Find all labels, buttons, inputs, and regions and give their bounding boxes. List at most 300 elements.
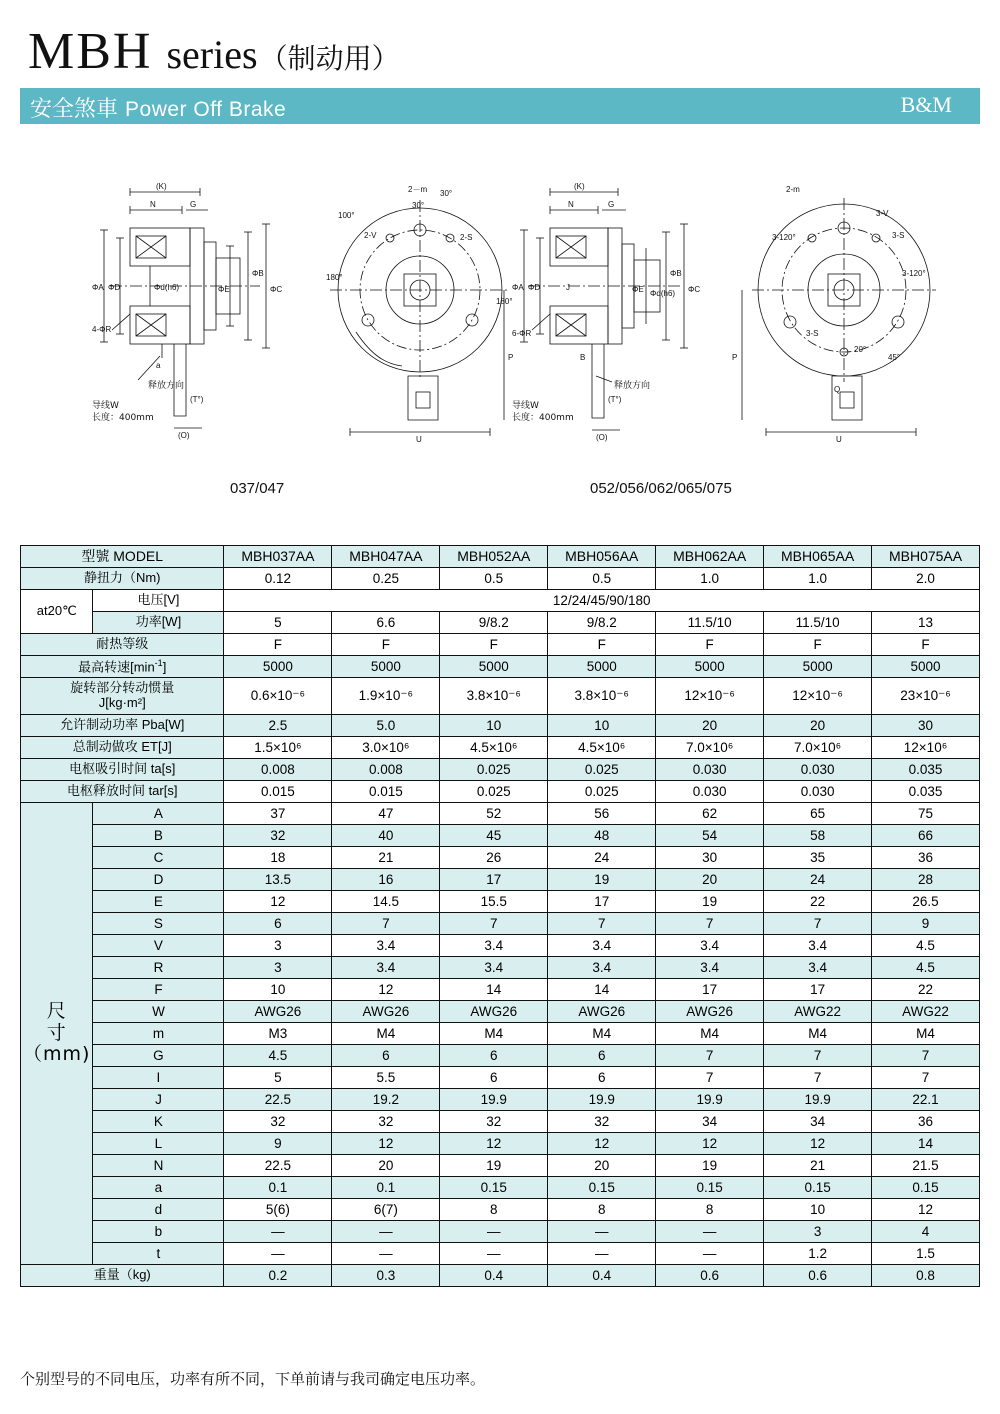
dim-key: C bbox=[93, 847, 224, 869]
cell: 0.6×10⁻⁶ bbox=[224, 678, 332, 715]
cell: 11.5/10 bbox=[656, 612, 764, 634]
svg-text:导线W: 导线W bbox=[92, 401, 119, 411]
cell: 18 bbox=[224, 847, 332, 869]
table-row-dim-E bbox=[21, 891, 980, 913]
cell: 0.6 bbox=[656, 1265, 764, 1287]
table-row-dim-F bbox=[21, 979, 980, 1001]
cell: 9 bbox=[224, 1133, 332, 1155]
header-bar bbox=[20, 88, 980, 124]
header-model-label: 型號 MODEL bbox=[21, 546, 224, 568]
cell: 22 bbox=[764, 891, 872, 913]
cell: 0.025 bbox=[548, 781, 656, 803]
row-label-weight: 重量（kg) bbox=[21, 1265, 224, 1287]
cell: 0.025 bbox=[440, 781, 548, 803]
cell: 17 bbox=[548, 891, 656, 913]
cell: 30 bbox=[656, 847, 764, 869]
cell: 0.4 bbox=[548, 1265, 656, 1287]
svg-text:30°: 30° bbox=[440, 189, 453, 198]
cell: 21.5 bbox=[872, 1155, 980, 1177]
title-chinese: （制动用） bbox=[259, 42, 400, 75]
svg-text:180°: 180° bbox=[326, 273, 343, 282]
cell: 16 bbox=[332, 869, 440, 891]
table-row-dim-A bbox=[21, 803, 980, 825]
svg-text:(K): (K) bbox=[156, 182, 167, 191]
dim-key: E bbox=[93, 891, 224, 913]
svg-text:长度：400mm: 长度：400mm bbox=[92, 413, 154, 423]
row-label-at20: at20℃ bbox=[21, 590, 93, 634]
svg-text:20°: 20° bbox=[854, 345, 867, 354]
row-label-pba: 允许制动功率 Pba[W] bbox=[21, 715, 224, 737]
cell: 4.5×10⁶ bbox=[440, 737, 548, 759]
svg-text:J: J bbox=[566, 283, 570, 292]
cell: 10 bbox=[764, 1199, 872, 1221]
cell: 5 bbox=[224, 1067, 332, 1089]
cell: 3.4 bbox=[764, 935, 872, 957]
cell: 8 bbox=[548, 1199, 656, 1221]
svg-text:导线W: 导线W bbox=[512, 401, 539, 411]
cell: 1.0 bbox=[764, 568, 872, 590]
cell: — bbox=[440, 1221, 548, 1243]
cell: 0.035 bbox=[872, 759, 980, 781]
cell: 4.5 bbox=[224, 1045, 332, 1067]
cell: 3.4 bbox=[548, 935, 656, 957]
svg-text:180°: 180° bbox=[496, 297, 513, 306]
cell: 6 bbox=[548, 1067, 656, 1089]
title-model: MBH bbox=[28, 23, 153, 80]
cell: 17 bbox=[764, 979, 872, 1001]
cell: F bbox=[332, 634, 440, 656]
cell: M4 bbox=[872, 1023, 980, 1045]
cell: M4 bbox=[656, 1023, 764, 1045]
svg-text:ΦE: ΦE bbox=[218, 285, 230, 294]
svg-text:ΦB: ΦB bbox=[670, 269, 682, 278]
svg-text:100°: 100° bbox=[338, 211, 355, 220]
row-label-et: 总制动做攻 ET[J] bbox=[21, 737, 224, 759]
cell: 7 bbox=[440, 913, 548, 935]
cell: AWG26 bbox=[224, 1001, 332, 1023]
cell: 17 bbox=[656, 979, 764, 1001]
cell: 2.5 bbox=[224, 715, 332, 737]
table-row-static-torque bbox=[21, 568, 980, 590]
row-label-voltage: 电压[V] bbox=[93, 590, 224, 612]
cell: 12 bbox=[332, 979, 440, 1001]
cell: 45 bbox=[440, 825, 548, 847]
cell: 12 bbox=[764, 1133, 872, 1155]
svg-text:Φd(h6): Φd(h6) bbox=[650, 289, 676, 298]
dim-key: S bbox=[93, 913, 224, 935]
svg-text:释放方向: 释放方向 bbox=[148, 381, 185, 391]
cell: 7 bbox=[656, 1067, 764, 1089]
cell: 54 bbox=[656, 825, 764, 847]
header-bar-en: Power Off Brake bbox=[125, 98, 287, 121]
row-label-heat-class: 耐热等级 bbox=[21, 634, 224, 656]
cell: 75 bbox=[872, 803, 980, 825]
svg-text:N: N bbox=[150, 200, 156, 209]
cell: — bbox=[224, 1221, 332, 1243]
cell: 32 bbox=[224, 1111, 332, 1133]
cell: 0.2 bbox=[224, 1265, 332, 1287]
svg-text:B: B bbox=[580, 353, 586, 362]
row-label-power: 功率[W] bbox=[93, 612, 224, 634]
cell: 34 bbox=[764, 1111, 872, 1133]
cell: 7 bbox=[872, 1045, 980, 1067]
cell: F bbox=[764, 634, 872, 656]
cell: 6.6 bbox=[332, 612, 440, 634]
model-col-1: MBH047AA bbox=[332, 546, 440, 568]
cell: 6 bbox=[224, 913, 332, 935]
cell: 3.4 bbox=[332, 957, 440, 979]
table-row-dim-K bbox=[21, 1111, 980, 1133]
dim-key: d bbox=[93, 1199, 224, 1221]
cell: 0.12 bbox=[224, 568, 332, 590]
cell: 40 bbox=[332, 825, 440, 847]
cell: 3.4 bbox=[548, 957, 656, 979]
cell: 3 bbox=[224, 935, 332, 957]
table-row-voltage bbox=[21, 590, 980, 612]
table-row-tar bbox=[21, 781, 980, 803]
table-row-dim-N bbox=[21, 1155, 980, 1177]
model-col-3: MBH056AA bbox=[548, 546, 656, 568]
cell: 10 bbox=[440, 715, 548, 737]
cell: 22.5 bbox=[224, 1155, 332, 1177]
table-row-dim-R bbox=[21, 957, 980, 979]
dim-key: R bbox=[93, 957, 224, 979]
svg-text:3-S: 3-S bbox=[806, 329, 819, 338]
svg-text:3-120°: 3-120° bbox=[772, 233, 796, 242]
row-label-tar: 电枢释放时间 tar[s] bbox=[21, 781, 224, 803]
table-row-dim-W bbox=[21, 1001, 980, 1023]
cell: 3.0×10⁶ bbox=[332, 737, 440, 759]
table-row-dim-I bbox=[21, 1067, 980, 1089]
svg-text:(O): (O) bbox=[596, 433, 608, 442]
cell: 28 bbox=[872, 869, 980, 891]
cell: F bbox=[440, 634, 548, 656]
cell: 0.030 bbox=[656, 759, 764, 781]
cell: 20 bbox=[332, 1155, 440, 1177]
cell: M4 bbox=[764, 1023, 872, 1045]
svg-text:ΦD: ΦD bbox=[108, 283, 121, 292]
dim-key: a bbox=[93, 1177, 224, 1199]
cell: 0.15 bbox=[548, 1177, 656, 1199]
cell: 19 bbox=[656, 891, 764, 913]
cell: F bbox=[224, 634, 332, 656]
cell: 0.6 bbox=[764, 1265, 872, 1287]
table-row-max-speed bbox=[21, 656, 980, 678]
cell: 66 bbox=[872, 825, 980, 847]
cell: 32 bbox=[548, 1111, 656, 1133]
cell: 4.5 bbox=[872, 935, 980, 957]
cell: 5000 bbox=[440, 656, 548, 678]
dim-key: D bbox=[93, 869, 224, 891]
svg-text:ΦC: ΦC bbox=[270, 285, 283, 294]
cell: 7 bbox=[332, 913, 440, 935]
cell: 10 bbox=[548, 715, 656, 737]
cell: 12 bbox=[224, 891, 332, 913]
cell: 7 bbox=[764, 1067, 872, 1089]
dim-key: K bbox=[93, 1111, 224, 1133]
svg-text:Q: Q bbox=[834, 385, 841, 394]
cell: 0.025 bbox=[440, 759, 548, 781]
cell: 8 bbox=[656, 1199, 764, 1221]
cell: 5000 bbox=[224, 656, 332, 678]
cell: 12 bbox=[548, 1133, 656, 1155]
table-row-pba bbox=[21, 715, 980, 737]
cell: 26.5 bbox=[872, 891, 980, 913]
cell: 5.5 bbox=[332, 1067, 440, 1089]
svg-text:30°: 30° bbox=[412, 201, 425, 210]
cell: 7 bbox=[764, 913, 872, 935]
cell: 7 bbox=[656, 913, 764, 935]
cell: M3 bbox=[224, 1023, 332, 1045]
cell: 3.4 bbox=[764, 957, 872, 979]
table-row-dim-C bbox=[21, 847, 980, 869]
cell: 7.0×10⁶ bbox=[764, 737, 872, 759]
row-label-max-speed: 最高转速$[\min^{-1}]$ bbox=[21, 656, 224, 678]
cell: 32 bbox=[332, 1111, 440, 1133]
cell: 1.0 bbox=[656, 568, 764, 590]
cell: 30 bbox=[872, 715, 980, 737]
cell: 7 bbox=[656, 1045, 764, 1067]
svg-text:N: N bbox=[568, 200, 574, 209]
model-col-4: MBH062AA bbox=[656, 546, 764, 568]
table-row-dim-b bbox=[21, 1221, 980, 1243]
cell: F bbox=[872, 634, 980, 656]
cell: 12 bbox=[872, 1199, 980, 1221]
cell: 0.5 bbox=[440, 568, 548, 590]
cell: 19.9 bbox=[548, 1089, 656, 1111]
cell: 0.8 bbox=[872, 1265, 980, 1287]
page-title bbox=[28, 22, 400, 81]
svg-text:释放方向: 释放方向 bbox=[614, 381, 651, 391]
dim-key: t bbox=[93, 1243, 224, 1265]
cell: 21 bbox=[332, 847, 440, 869]
dimension-group-label: 尺 寸 （mm) bbox=[21, 803, 93, 1265]
cell: 7 bbox=[872, 1067, 980, 1089]
cell: 12×10⁻⁶ bbox=[764, 678, 872, 715]
table-row-ta bbox=[21, 759, 980, 781]
cell: 17 bbox=[440, 869, 548, 891]
cell: 36 bbox=[872, 847, 980, 869]
cell: 22 bbox=[872, 979, 980, 1001]
cell: 0.030 bbox=[656, 781, 764, 803]
cell: 20 bbox=[548, 1155, 656, 1177]
cell: 2.0 bbox=[872, 568, 980, 590]
table-row-power bbox=[21, 612, 980, 634]
cell: 22.5 bbox=[224, 1089, 332, 1111]
cell: 14 bbox=[872, 1133, 980, 1155]
cell: 15.5 bbox=[440, 891, 548, 913]
svg-text:(T°): (T°) bbox=[608, 395, 622, 404]
cell: 3.4 bbox=[656, 957, 764, 979]
cell: — bbox=[224, 1243, 332, 1265]
svg-text:ΦD: ΦD bbox=[528, 283, 541, 292]
cell: 5000 bbox=[764, 656, 872, 678]
cell: 3.8×10⁻⁶ bbox=[548, 678, 656, 715]
cell: 6 bbox=[332, 1045, 440, 1067]
cell: 3.4 bbox=[440, 957, 548, 979]
spec-table bbox=[20, 545, 980, 1287]
table-row-dim-D bbox=[21, 869, 980, 891]
cell: 19 bbox=[656, 1155, 764, 1177]
cell: AWG26 bbox=[548, 1001, 656, 1023]
svg-text:ΦE: ΦE bbox=[632, 285, 644, 294]
cell: 5000 bbox=[656, 656, 764, 678]
dim-key: b bbox=[93, 1221, 224, 1243]
cell: 19 bbox=[548, 869, 656, 891]
cell: 0.025 bbox=[548, 759, 656, 781]
cell: 8 bbox=[440, 1199, 548, 1221]
cell: 4 bbox=[872, 1221, 980, 1243]
cell: 56 bbox=[548, 803, 656, 825]
svg-text:Φd(h6): Φd(h6) bbox=[154, 283, 180, 292]
table-row-dim-t bbox=[21, 1243, 980, 1265]
cell: 1.5×10⁶ bbox=[224, 737, 332, 759]
cell: 0.015 bbox=[224, 781, 332, 803]
cell: 3.4 bbox=[440, 935, 548, 957]
cell: M4 bbox=[332, 1023, 440, 1045]
svg-text:a: a bbox=[156, 361, 161, 370]
cell: 34 bbox=[656, 1111, 764, 1133]
svg-text:6-ΦR: 6-ΦR bbox=[512, 329, 532, 338]
cell: 19.9 bbox=[764, 1089, 872, 1111]
svg-text:ΦA: ΦA bbox=[92, 283, 104, 292]
cell: 5.0 bbox=[332, 715, 440, 737]
cell: 0.4 bbox=[440, 1265, 548, 1287]
svg-text:(K): (K) bbox=[574, 182, 585, 191]
title-series: series bbox=[166, 32, 258, 77]
svg-text:ΦA: ΦA bbox=[512, 283, 524, 292]
cell: F bbox=[548, 634, 656, 656]
cell: 0.5 bbox=[548, 568, 656, 590]
header-bar-cn: 安全煞車 bbox=[30, 97, 119, 122]
svg-text:3-120°: 3-120° bbox=[902, 269, 926, 278]
cell: 47 bbox=[332, 803, 440, 825]
svg-text:4-ΦR: 4-ΦR bbox=[92, 325, 112, 334]
cell: 0.015 bbox=[332, 781, 440, 803]
cell: 6 bbox=[548, 1045, 656, 1067]
cell: 32 bbox=[224, 825, 332, 847]
svg-text:45°: 45° bbox=[888, 353, 901, 362]
cell: 6 bbox=[440, 1045, 548, 1067]
model-col-2: MBH052AA bbox=[440, 546, 548, 568]
svg-text:3-V: 3-V bbox=[876, 209, 889, 218]
svg-text:G: G bbox=[608, 200, 615, 209]
dim-key: B bbox=[93, 825, 224, 847]
cell: 58 bbox=[764, 825, 872, 847]
cell: 12 bbox=[332, 1133, 440, 1155]
cell: 0.030 bbox=[764, 759, 872, 781]
model-col-0: MBH037AA bbox=[224, 546, 332, 568]
page-header bbox=[0, 0, 1000, 130]
table-row-et bbox=[21, 737, 980, 759]
svg-text:ΦC: ΦC bbox=[688, 285, 701, 294]
cell: 3 bbox=[764, 1221, 872, 1243]
dim-key: L bbox=[93, 1133, 224, 1155]
dim-key: J bbox=[93, 1089, 224, 1111]
cell: AWG22 bbox=[872, 1001, 980, 1023]
svg-text:2-S: 2-S bbox=[460, 233, 473, 242]
cell: AWG22 bbox=[764, 1001, 872, 1023]
cell: — bbox=[332, 1221, 440, 1243]
cell: 65 bbox=[764, 803, 872, 825]
cell: 52 bbox=[440, 803, 548, 825]
svg-text:U: U bbox=[836, 435, 842, 444]
dim-key: F bbox=[93, 979, 224, 1001]
cell: 14 bbox=[548, 979, 656, 1001]
table-row-dim-V bbox=[21, 935, 980, 957]
drawing-caption-left: 037/047 bbox=[230, 480, 285, 497]
cell: 24 bbox=[764, 869, 872, 891]
svg-text:G: G bbox=[190, 200, 197, 209]
table-row-dim-d bbox=[21, 1199, 980, 1221]
cell: 20 bbox=[764, 715, 872, 737]
dim-key: V bbox=[93, 935, 224, 957]
svg-text:(O): (O) bbox=[178, 431, 190, 440]
cell: 19.9 bbox=[440, 1089, 548, 1111]
cell: 0.25 bbox=[332, 568, 440, 590]
cell: 1.9×10⁻⁶ bbox=[332, 678, 440, 715]
row-label-static-torque: 静扭力（Nm) bbox=[21, 568, 224, 590]
svg-text:长度：400mm: 长度：400mm bbox=[512, 413, 574, 423]
svg-text:ΦB: ΦB bbox=[252, 269, 264, 278]
dim-key: W bbox=[93, 1001, 224, 1023]
svg-text:2-V: 2-V bbox=[364, 231, 377, 240]
svg-text:U: U bbox=[416, 435, 422, 444]
cell: F bbox=[656, 634, 764, 656]
cell: 14.5 bbox=[332, 891, 440, 913]
spec-table-wrapper bbox=[20, 545, 980, 1287]
cell: 5 bbox=[224, 612, 332, 634]
cell: 10 bbox=[224, 979, 332, 1001]
cell: 35 bbox=[764, 847, 872, 869]
cell: 3 bbox=[224, 957, 332, 979]
cell: 0.15 bbox=[872, 1177, 980, 1199]
dim-key: G bbox=[93, 1045, 224, 1067]
table-row-inertia bbox=[21, 678, 980, 715]
footnote: 个别型号的不同电压，功率有所不同，下单前请与我司确定电压功率。 bbox=[20, 1370, 486, 1388]
cell: 0.3 bbox=[332, 1265, 440, 1287]
table-row-weight bbox=[21, 1265, 980, 1287]
table-row-dim-G bbox=[21, 1045, 980, 1067]
cell: 36 bbox=[872, 1111, 980, 1133]
cell: 0.035 bbox=[872, 781, 980, 803]
cell: 0.15 bbox=[764, 1177, 872, 1199]
cell: 9/8.2 bbox=[548, 612, 656, 634]
model-col-6: MBH075AA bbox=[872, 546, 980, 568]
cell: 13.5 bbox=[224, 869, 332, 891]
cell: 0.1 bbox=[332, 1177, 440, 1199]
cell: AWG26 bbox=[332, 1001, 440, 1023]
cell: — bbox=[440, 1243, 548, 1265]
cell: 23×10⁻⁶ bbox=[872, 678, 980, 715]
cell: 7.0×10⁶ bbox=[656, 737, 764, 759]
cell: 19.9 bbox=[656, 1089, 764, 1111]
header-bar-left bbox=[30, 92, 286, 123]
cell: 19.2 bbox=[332, 1089, 440, 1111]
cell: 5000 bbox=[872, 656, 980, 678]
cell: AWG26 bbox=[440, 1001, 548, 1023]
cell: 26 bbox=[440, 847, 548, 869]
cell: 4.5 bbox=[872, 957, 980, 979]
cell: 1.2 bbox=[764, 1243, 872, 1265]
svg-text:2-m: 2-m bbox=[786, 185, 800, 194]
svg-text:P: P bbox=[732, 353, 738, 362]
table-header-row bbox=[21, 546, 980, 568]
cell: 5(6) bbox=[224, 1199, 332, 1221]
cell: 62 bbox=[656, 803, 764, 825]
cell: 3.4 bbox=[332, 935, 440, 957]
cell: 1.5 bbox=[872, 1243, 980, 1265]
